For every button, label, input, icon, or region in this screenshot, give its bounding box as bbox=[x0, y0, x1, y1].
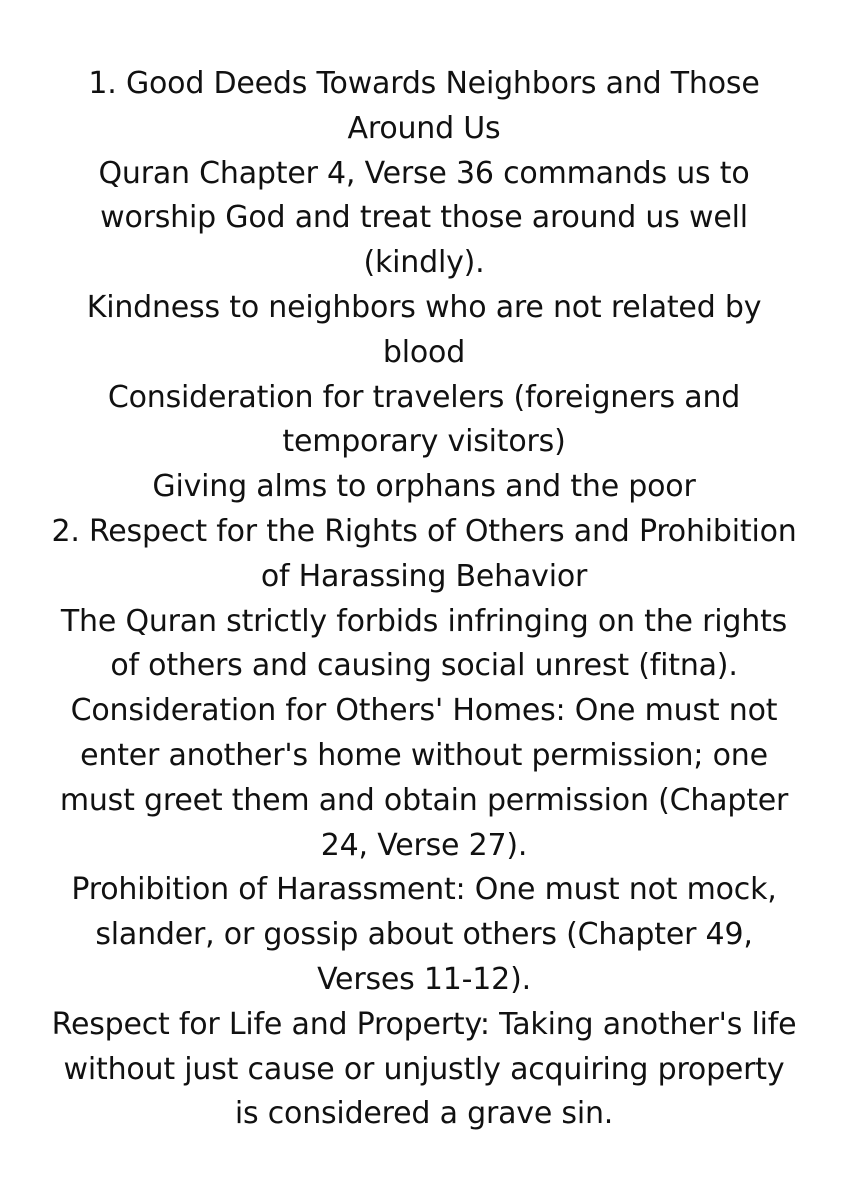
verse-reference-line-2: worship God and treat those around us well bbox=[100, 200, 748, 236]
life-property-respect-line-3: is considered a grave sin. bbox=[234, 1096, 614, 1132]
neighbors-kindness-line-2: blood bbox=[382, 334, 466, 370]
life-property-respect-line-1: Respect for Life and Property: Taking another's life bbox=[51, 1006, 797, 1042]
harassment-prohibition-line-1: Prohibition of Harassment: One must not mock, bbox=[71, 872, 777, 908]
verse-reference-line-3: (kindly). bbox=[363, 245, 485, 281]
homes-consideration-line-1: Consideration for Others' Homes: One must not bbox=[70, 693, 778, 729]
section-2-heading-line-2: of Harassing Behavior bbox=[260, 558, 588, 594]
neighbors-kindness-line-1: Kindness to neighbors who are not related by bbox=[86, 289, 762, 325]
rights-forbidding-line-1: The Quran strictly forbids infringing on the rights bbox=[60, 603, 788, 639]
harassment-prohibition-line-3: Verses 11-12). bbox=[317, 961, 531, 997]
section-1-heading-line-1: 1. Good Deeds Towards Neighbors and Those bbox=[88, 66, 760, 101]
travelers-consideration-line-2: temporary visitors) bbox=[282, 424, 566, 460]
alms-giving-line: Giving alms to orphans and the poor bbox=[152, 469, 696, 505]
homes-consideration-line-4: 24, Verse 27). bbox=[320, 827, 528, 863]
homes-consideration-line-3: must greet them and obtain permission (Chapter bbox=[59, 782, 789, 818]
document-body bbox=[40, 62, 808, 1137]
section-1-heading-line-2: Around Us bbox=[347, 110, 501, 146]
section-2-heading-line-1: 2. Respect for the Rights of Others and Prohibition bbox=[51, 513, 797, 549]
verse-reference-line-1: Quran Chapter 4, Verse 36 commands us to bbox=[98, 155, 750, 191]
rights-forbidding-line-2: of others and causing social unrest (fitna). bbox=[110, 648, 738, 684]
homes-consideration-line-2: enter another's home without permission; one bbox=[80, 737, 768, 773]
harassment-prohibition-line-2: slander, or gossip about others (Chapter 49, bbox=[95, 917, 753, 953]
life-property-respect-line-2: without just cause or unjustly acquiring property bbox=[63, 1051, 785, 1087]
travelers-consideration-line-1: Consideration for travelers (foreigners and bbox=[107, 379, 741, 415]
